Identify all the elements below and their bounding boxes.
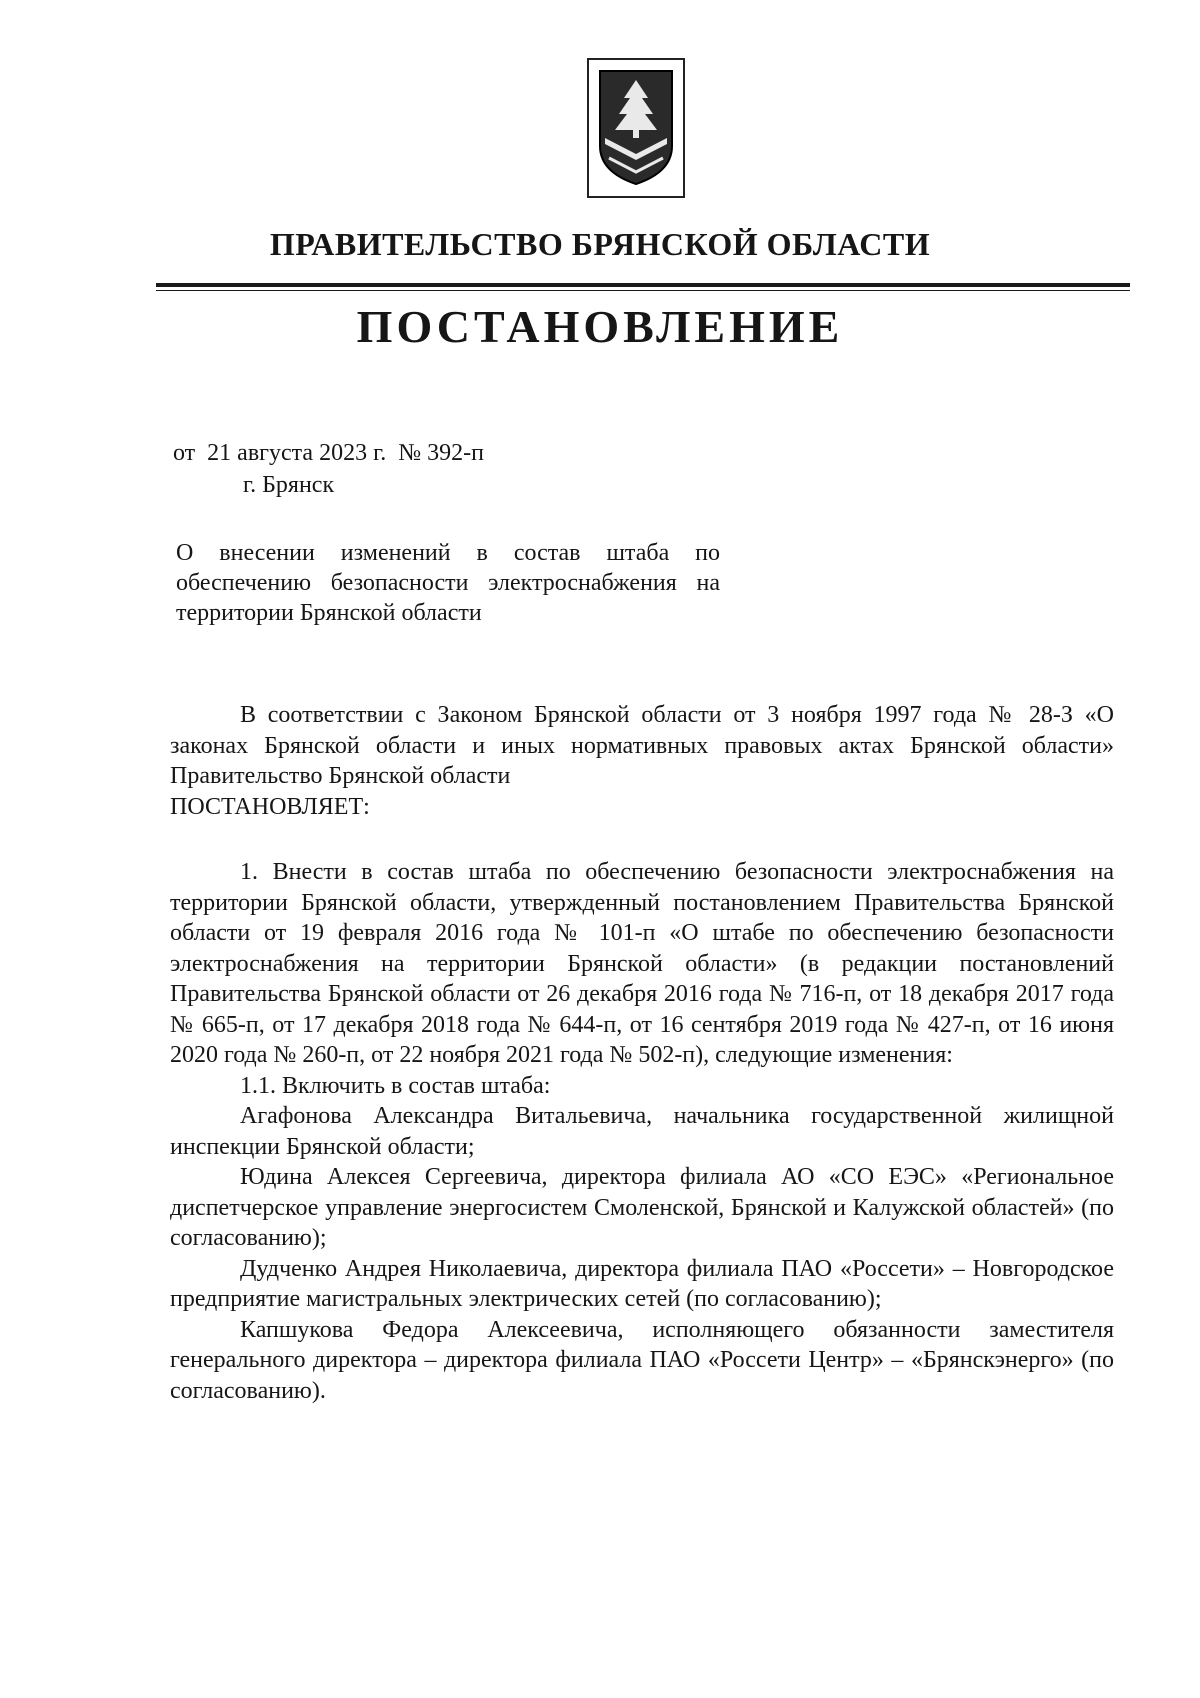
coat-of-arms-emblem bbox=[597, 68, 675, 188]
date-number-line: от 21 августа 2023 г. № 392-п bbox=[173, 440, 484, 466]
header-rule-thick bbox=[156, 283, 1130, 287]
document-body bbox=[170, 700, 1114, 1406]
coat-of-arms-frame bbox=[587, 58, 685, 198]
member-paragraph: Агафонова Александра Витальевича, начальника государственной жилищной инспекции Брянской области; bbox=[170, 1103, 1114, 1160]
government-title: ПРАВИТЕЛЬСТВО БРЯНСКОЙ ОБЛАСТИ bbox=[269, 226, 931, 262]
member-paragraph: Юдина Алексея Сергеевича, директора филиала АО «СО ЕЭС» «Региональное диспетчерское управление энергосистем Смоленской, Брянской и Калужской областей» (по согласованию); bbox=[170, 1164, 1114, 1251]
decree-word: ПОСТАНОВЛЯЕТ: bbox=[170, 793, 370, 820]
document-subject: О внесении изменений в состав штаба по обеспечению безопасности электроснабжения на территории Брянской области bbox=[176, 540, 720, 626]
preamble-paragraph: В соответствии с Законом Брянской области от 3 ноября 1997 года № 28-З «О законах Брянской области и иных нормативных правовых актах Брянской области» Правительство Брянской области bbox=[170, 702, 1114, 789]
item-1-paragraph: 1. Внести в состав штаба по обеспечению безопасности электроснабжения на территории Брянской области, утвержденный постановлением Правительства Брянской области от 19 февраля 2016 года № 101-п «О штабе по обеспечению безопасности электроснабжения на территории Брянской области» (в редакции постановлений Правительства Брянской области от 26 декабря 2016 года № 716-п, от 18 декабря 2017 года № 665-п, от 17 декабря 2018 года № 644-п, от 16 сентября 2019 года № 427-п, от 16 июня 2020 года № 260-п, от 22 ноября 2021 года № 502-п), следующие изменения: bbox=[170, 859, 1114, 1068]
header-rule-thin bbox=[156, 290, 1130, 291]
city-line: г. Брянск bbox=[243, 472, 335, 498]
member-paragraph: Дудченко Андрея Николаевича, директора филиала ПАО «Россети» – Новгородское предприятие магистральных электрических сетей (по согласованию); bbox=[170, 1255, 1114, 1312]
item-1-1-paragraph: 1.1. Включить в состав штаба: bbox=[240, 1072, 551, 1099]
document-type: ПОСТАНОВЛЕНИЕ bbox=[356, 301, 844, 352]
member-paragraph: Капшукова Федора Алексеевича, исполняющего обязанности заместителя генерального директора – директора филиала ПАО «Россети Центр» – «Брянскэнерго» (по согласованию). bbox=[170, 1316, 1114, 1404]
